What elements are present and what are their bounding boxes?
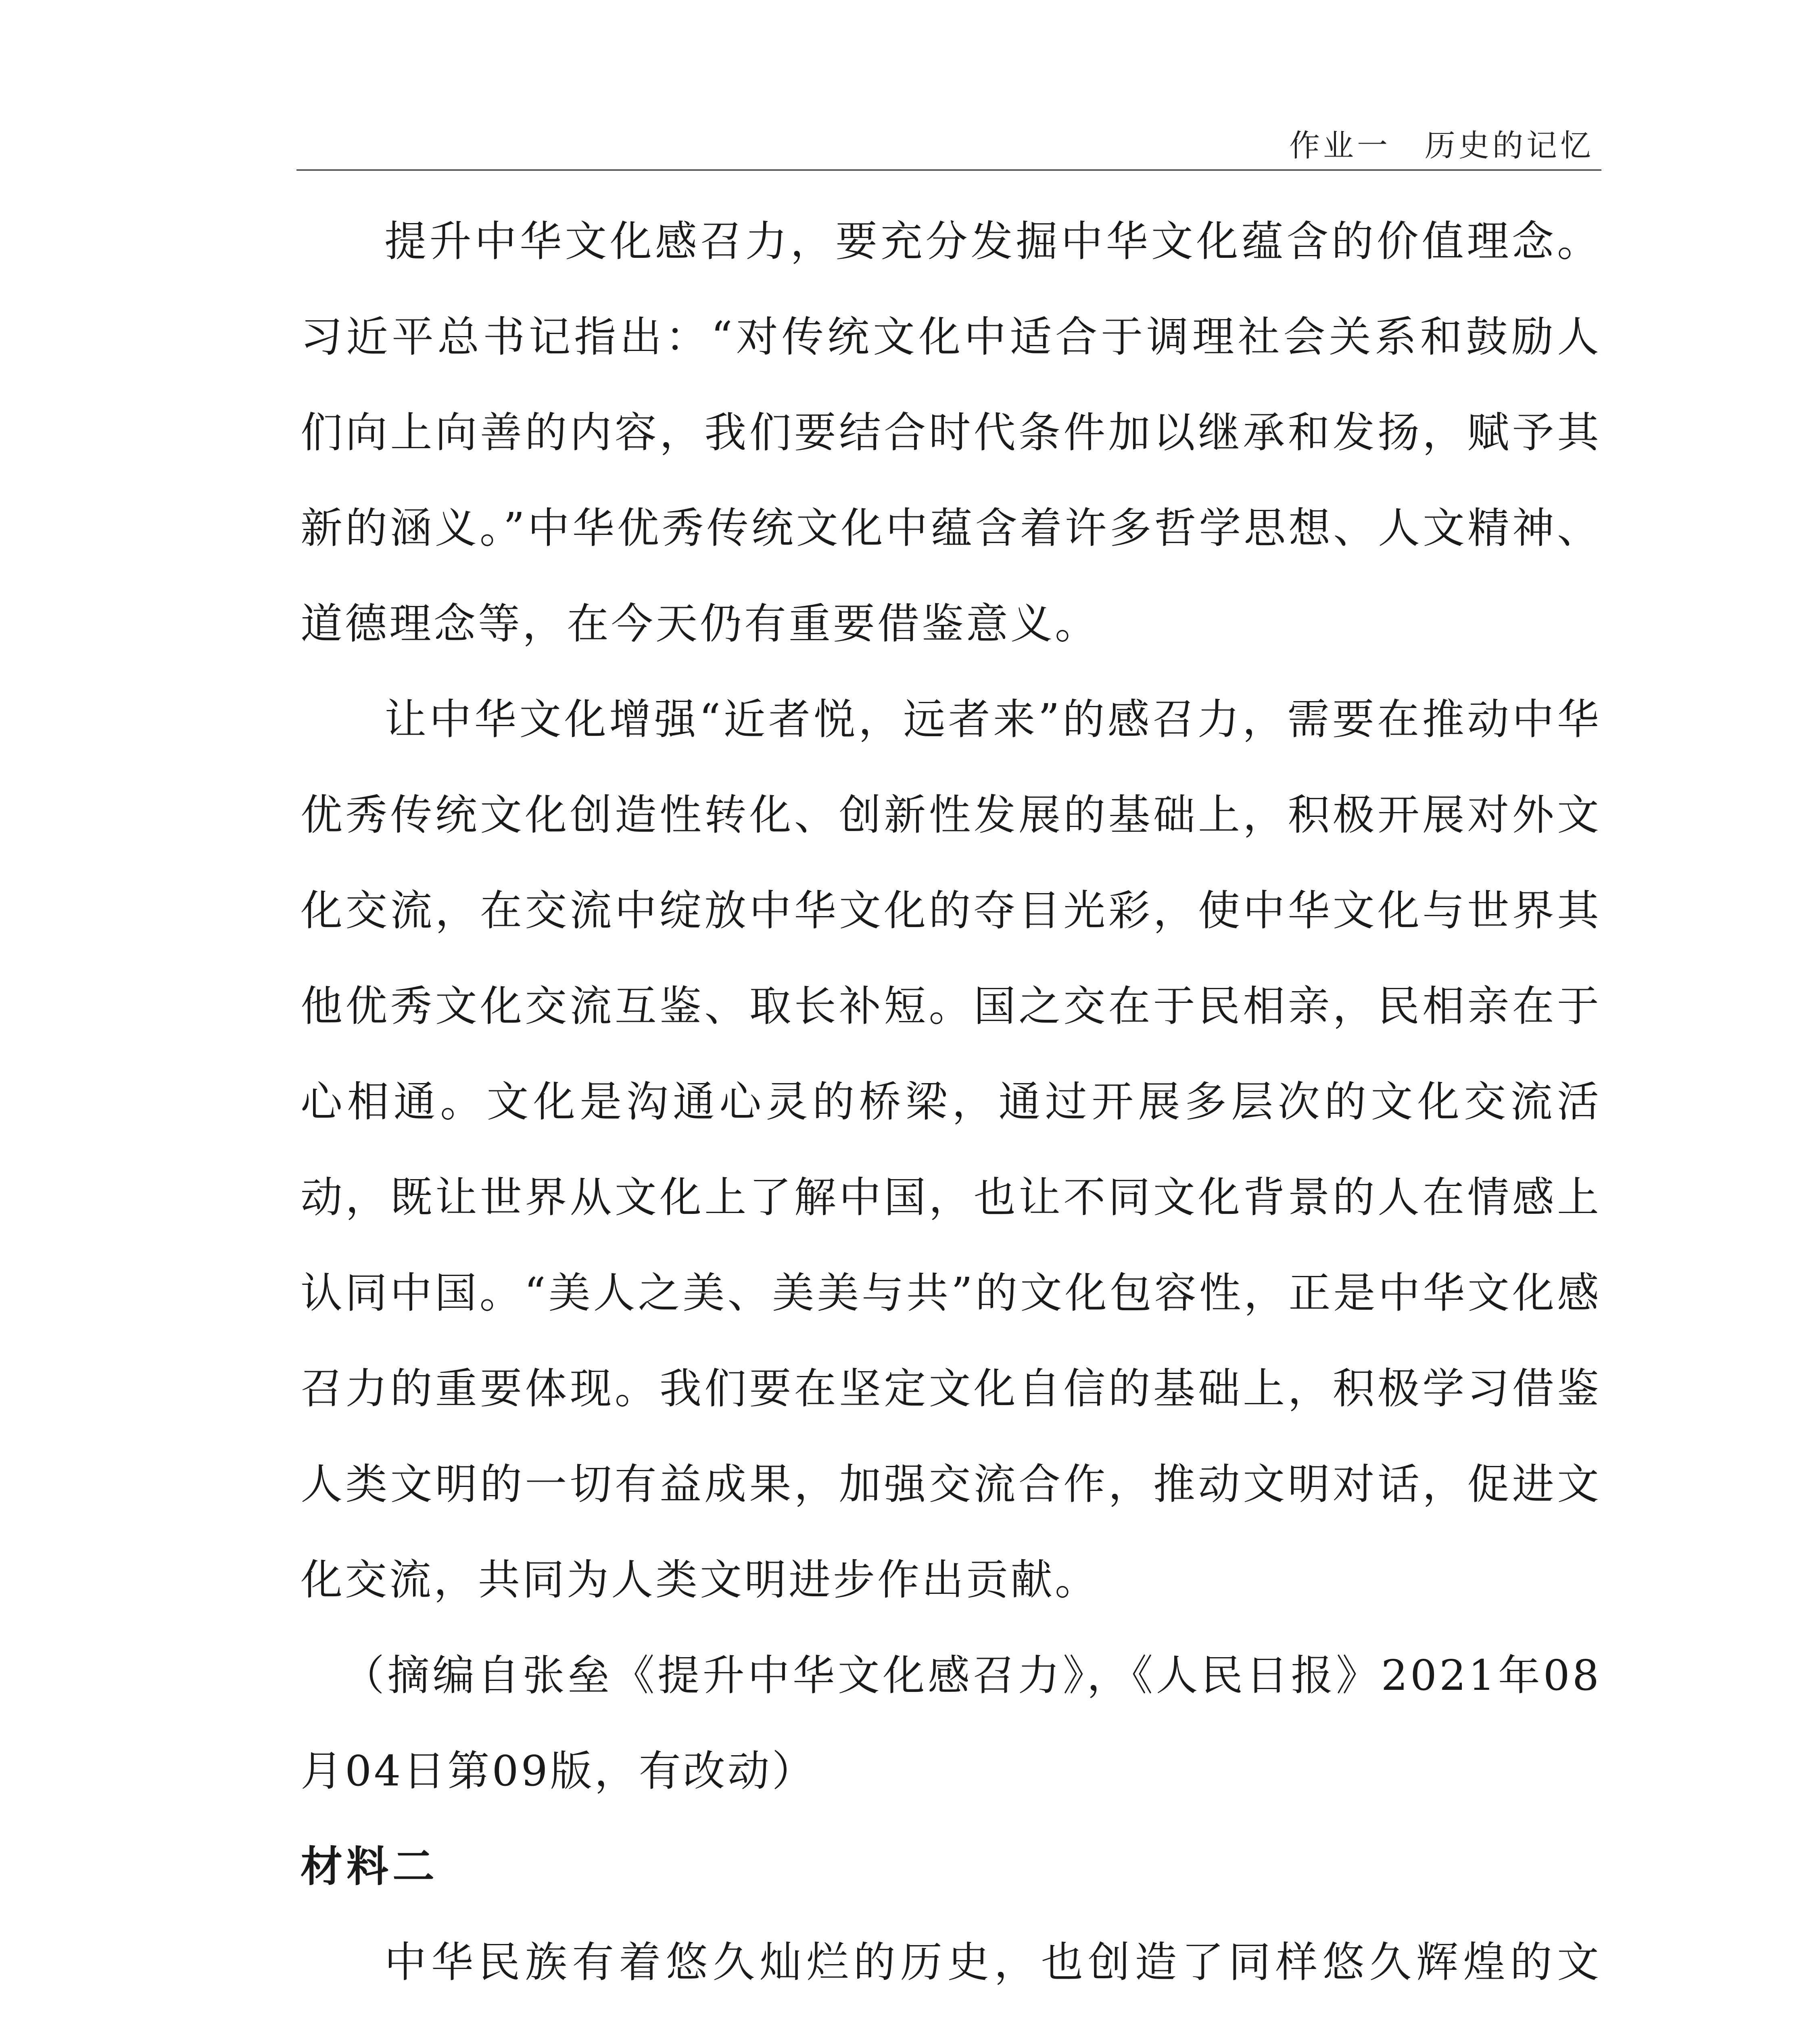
paragraph-3: [301, 1915, 1601, 2017]
paragraph-2: 让中华文化增强“近者悦，远者来”的感召力，需要在推动中华优秀传统文化创造性转化、创新性发展的基础上，积极开展对外文化交流，在交流中绽放中华文化的夺目光彩，使中华文化与世界其他优秀文化交流互鉴、取长补短。国之交在于民相亲，民相亲在于心相通。文化是沟通心灵的桥梁，通过开展多层次的文化交流活动，既让世界从文化上了解中国，也让不同文化背景的人在情感上认同中国。“美人之美、美美与共”的文化包容性，正是中华文化感召力的重要体现。我们要在坚定文化自信的基础上，积极学习借鉴人类文明的一切有益成果，加强交流合作，推动文明对话，促进文化交流，共同为人类文明进步作出贡献。: [301, 695, 1601, 1604]
section-title-material-2: 材料二: [301, 1842, 439, 1891]
running-header: 作业一 历史的记忆: [1289, 127, 1594, 163]
header-rule: [296, 169, 1601, 171]
source-citation: （摘编自张垒《提升中华文化感召力》，《人民日报》2021年08月04日第09版，有改动）: [301, 1651, 1601, 1796]
paragraph-1: 提升中华文化感召力，要充分发掘中华文化蕴含的价值理念。习近平总书记指出：“对传统文化中适合于调理社会关系和鼓励人们向上向善的内容，我们要结合时代条件加以继承和发扬，赋予其新的涵义。”中华优秀传统文化中蕴含着许多哲学思想、人文精神、道德理念等，在今天仍有重要借鉴意义。: [301, 217, 1601, 648]
page-body: [301, 194, 1601, 2017]
paragraph-3-text: 中华民族有着悠久灿烂的历史，也创造了同样悠久辉煌的文: [384, 1938, 1601, 1987]
